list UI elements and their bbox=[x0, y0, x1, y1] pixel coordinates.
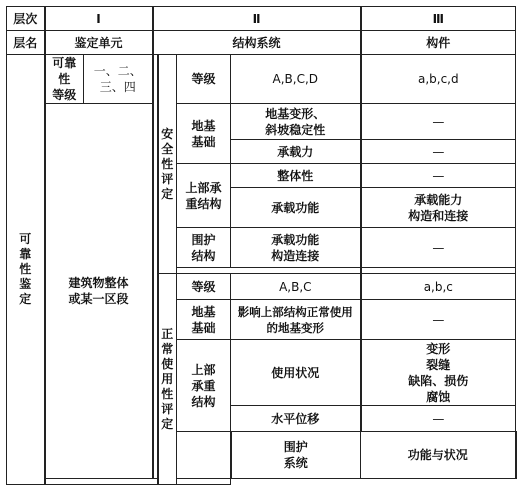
level-III: Ⅲ bbox=[361, 7, 516, 31]
level-label: 层次 bbox=[7, 7, 45, 31]
row-bottom-band bbox=[7, 479, 516, 485]
row-safety-grade bbox=[7, 55, 516, 104]
service-enclosure-label: 围护 系统 bbox=[231, 432, 361, 479]
safety-bearing-item: 承载力 bbox=[231, 140, 361, 164]
header-row-level bbox=[7, 7, 516, 31]
reliability-grade-values: 一、二、 三、四 bbox=[84, 55, 153, 104]
safety-enclosure-item: 承载功能 构造连接 bbox=[231, 228, 361, 268]
reliability-classification-table bbox=[6, 6, 516, 485]
safety-member-bearing: 承载能力 构造和连接 bbox=[361, 188, 516, 228]
unit-label: 鉴定单元 bbox=[45, 31, 153, 55]
service-upper-structure-label: 上部 承重 结构 bbox=[177, 340, 231, 432]
safety-deformation-member: — bbox=[361, 104, 516, 140]
service-member-grades: a,b,c bbox=[361, 274, 516, 300]
service-horizontal-item: 水平位移 bbox=[231, 406, 361, 432]
appraisal-unit-value: 建筑物整体 或某一区段 bbox=[45, 104, 153, 479]
safety-foundation-label: 地基 基础 bbox=[177, 104, 231, 164]
safety-bearing-member: — bbox=[361, 140, 516, 164]
safety-appraisal-label: 安 全 性 评 定 bbox=[158, 55, 177, 274]
spacer-column-bottom bbox=[177, 432, 231, 479]
service-grade-values: A,B,C bbox=[231, 274, 361, 300]
safety-upper-structure-label: 上部承 重结构 bbox=[177, 164, 231, 228]
safety-member-grades: a,b,c,d bbox=[361, 55, 516, 104]
level-I: Ⅰ bbox=[45, 7, 153, 31]
service-impact-item: 影响上部结构正常使用 的地基变形 bbox=[231, 300, 361, 340]
row-safety-foundation-deformation bbox=[7, 104, 516, 140]
service-use-status-item: 使用状况 bbox=[231, 340, 361, 406]
service-appraisal-label: 正 常 使 用 性 评 定 bbox=[158, 274, 177, 485]
reliability-classification-table-wrap bbox=[6, 6, 515, 470]
reliability-appraisal-label: 可 靠 性 鉴 定 bbox=[7, 55, 45, 485]
service-horizontal-member: — bbox=[361, 406, 516, 432]
safety-grade-label: 等级 bbox=[177, 55, 231, 104]
header-row-name bbox=[7, 31, 516, 55]
safety-grade-values: A,B,C,D bbox=[231, 55, 361, 104]
member-label: 构件 bbox=[361, 31, 516, 55]
bottom-band-member-cell bbox=[177, 479, 231, 485]
structure-label: 结构系统 bbox=[153, 31, 361, 55]
reliability-grade-label: 可靠性 等级 bbox=[45, 55, 84, 104]
service-function-item: 功能与状况 bbox=[361, 432, 516, 479]
service-foundation-label: 地基 基础 bbox=[177, 300, 231, 340]
service-impact-member: — bbox=[361, 300, 516, 340]
safety-bearing-function-item: 承载功能 bbox=[231, 188, 361, 228]
level-II: Ⅱ bbox=[153, 7, 361, 31]
safety-enclosure-label: 围护 结构 bbox=[177, 228, 231, 268]
safety-deformation-item: 地基变形、 斜坡稳定性 bbox=[231, 104, 361, 140]
service-grade-label: 等级 bbox=[177, 274, 231, 300]
safety-integrity-member: — bbox=[361, 164, 516, 188]
safety-enclosure-member: — bbox=[361, 228, 516, 268]
name-label: 层名 bbox=[7, 31, 45, 55]
safety-integrity-item: 整体性 bbox=[231, 164, 361, 188]
bottom-band-cell bbox=[45, 479, 158, 485]
service-use-member: 变形 裂缝 缺陷、损伤 腐蚀 bbox=[361, 340, 516, 406]
